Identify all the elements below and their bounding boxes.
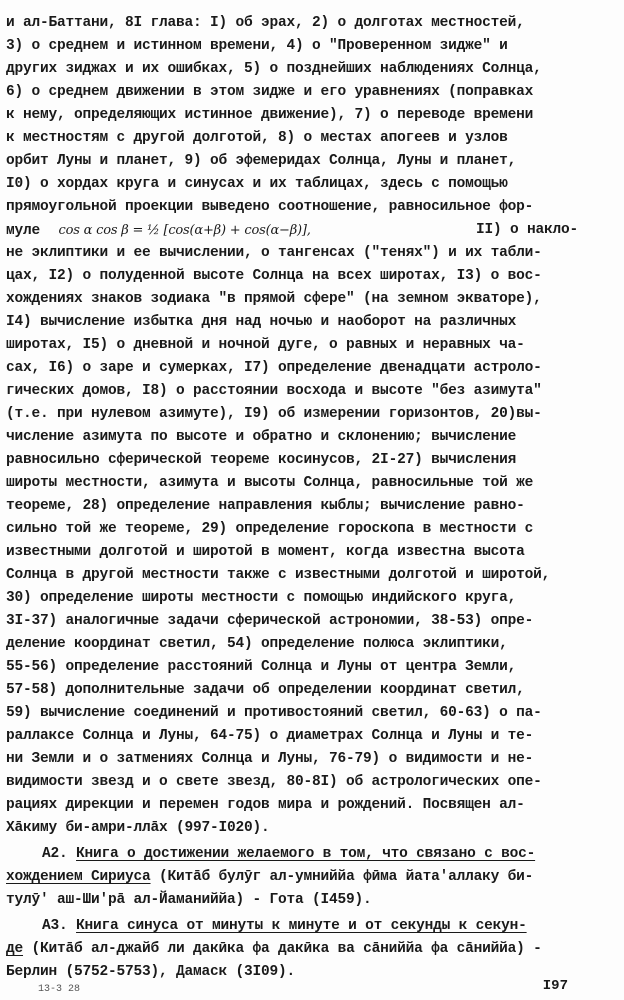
text-line: к нему, определяющих истинное движение), 7) о переводе времени	[6, 107, 534, 123]
entry-a2-transliteration: (Китāб булӯг ал-умниййа фӣма йата'аллаку би-	[150, 869, 534, 885]
text-line: деление координат светил, 54) определение полюса эклиптики,	[6, 636, 508, 652]
formula-prefix: муле	[6, 223, 41, 239]
text-line: широты местности, азимута и высоты Солнца, равносильные той же	[6, 475, 534, 491]
text-line: 6) о среднем движении в этом зидже и его уравнениях (поправках	[6, 84, 534, 100]
text-line: видимости звезд и о свете звезд, 80-8I) об астрологических опе-	[6, 774, 542, 790]
text-line: теореме, 28) определение направления кыблы; вычисление равно-	[6, 498, 525, 514]
entry-a2-title-cont: хождением Сириуса	[6, 869, 151, 885]
text-line: Хāкиму би-амри-ллāх (997-I020).	[6, 820, 270, 836]
text-line: сах, I6) о заре и сумерках, I7) определение двенадцати астроло-	[6, 360, 542, 376]
entry-a3-transliteration: (Китāб ал-джайб ли дакӣка фа дакӣка ва сāниййа фа сāниййа) -	[23, 941, 542, 957]
text-line: Солнца в другой местности также с известными долготой и широтой,	[6, 567, 551, 583]
text-line: широтах, I5) о дневной и ночной дуге, о равных и неравных ча-	[6, 337, 525, 353]
entry-a3-title-cont: де	[6, 941, 24, 957]
text-line: 30) определение широты местности с помощью индийского круга,	[6, 590, 517, 606]
text-line: гических домов, I8) о расстоянии восхода и высоте "без азимута"	[6, 383, 542, 399]
text-line: ни Земли и о затмениях Солнца и Луны, 76-79) о видимости и не-	[6, 751, 534, 767]
text-line: 3) о среднем и истинном времени, 4) о "Проверенном зидже" и	[6, 38, 508, 54]
text-line: 57-58) дополнительные задачи об определении координат светил,	[6, 682, 525, 698]
text-line: прямоугольной проекции выведено соотношение, равносильное фор-	[6, 199, 534, 215]
formula: cos α cos β = ½ [cos(α+β) + cos(α−β)],	[58, 223, 311, 238]
entry-a3-overflow-wrap	[6, 938, 618, 961]
text-line: сильно той же теореме, 29) определение гороскопа в местности с	[6, 521, 534, 537]
text-line: 55-56) определение расстояний Солнца и Луны от центра Земли,	[6, 659, 517, 675]
entry-a2-line2	[6, 866, 624, 889]
text-line: 59) вычисление соединений и противостояний светил, 60-63) о па-	[6, 705, 542, 721]
text-line: I0) о хордах круга и синусах и их таблицах, здесь с помощью	[6, 176, 508, 192]
page-number: I97	[542, 978, 568, 994]
entry-a3-location: Берлин (5752-5753), Дамаск (3I09).	[6, 964, 296, 980]
text-line: 3I-37) аналогичные задачи сферической астрономии, 38-53) опре-	[6, 613, 534, 629]
text-line: известными долготой и широтой в момент, когда известна высота	[6, 544, 525, 560]
text-line: равносильно сферической теореме косинусов, 2I-27) вычисления	[6, 452, 517, 468]
formula-line	[6, 219, 624, 242]
text-line: I4) вычисление избытка дня над ночью и наоборот на различных	[6, 314, 517, 330]
text-line: раллаксе Солнца и Луны, 64-75) о диаметрах Солнца и Луны и те-	[6, 728, 534, 744]
entry-a3-line3	[6, 961, 624, 984]
text-line: рациях дирекции и перемен годов мира и рождений. Посвящен ал-	[6, 797, 525, 813]
page-signature: 13-3 28	[38, 984, 81, 995]
entry-a2-line3: тулӯ' аш-Ши'рā ал-Йаманиййа) - Гота (I459).	[6, 892, 372, 908]
text-line: цах, I2) о полуденной высоте Солнца на всех широтах, I3) о вос-	[6, 268, 542, 284]
entry-a3-number: A3.	[42, 918, 68, 934]
formula-suffix: II) о накло-	[476, 222, 579, 238]
entry-a2-title: Книга о достижении желаемого в том, что связано с вос-	[76, 846, 536, 862]
entry-a2-line1	[42, 843, 624, 866]
text-line: числение азимута по высоте и обратно и склонению; вычисление	[6, 429, 517, 445]
text-line: других зиджах и их ошибках, 5) о позднейших наблюдениях Солнца,	[6, 61, 542, 77]
entry-a3-line1	[42, 915, 624, 938]
entry-a3-title: Книга синуса от минуты к минуте и от секунды к секун-	[76, 918, 527, 934]
entry-a2-number: A2.	[42, 846, 68, 862]
text-line: орбит Луны и планет, 9) об эфемеридах Солнца, Луны и планет,	[6, 153, 517, 169]
text-line: хождениях знаков зодиака "в прямой сфере" (на земном экваторе),	[6, 291, 542, 307]
text-line: к местностям с другой долготой, 8) о местах апогеев и узлов	[6, 130, 508, 146]
text-line: и ал-Баттани, 8I глава: I) об эрах, 2) о долготах местностей,	[6, 15, 525, 31]
text-line: (т.е. при нулевом азимуте), I9) об измерении горизонтов, 20)вы-	[6, 406, 542, 422]
text-line: не эклиптики и ее вычислении, о тангенсах ("тенях") и их табли-	[6, 245, 542, 261]
